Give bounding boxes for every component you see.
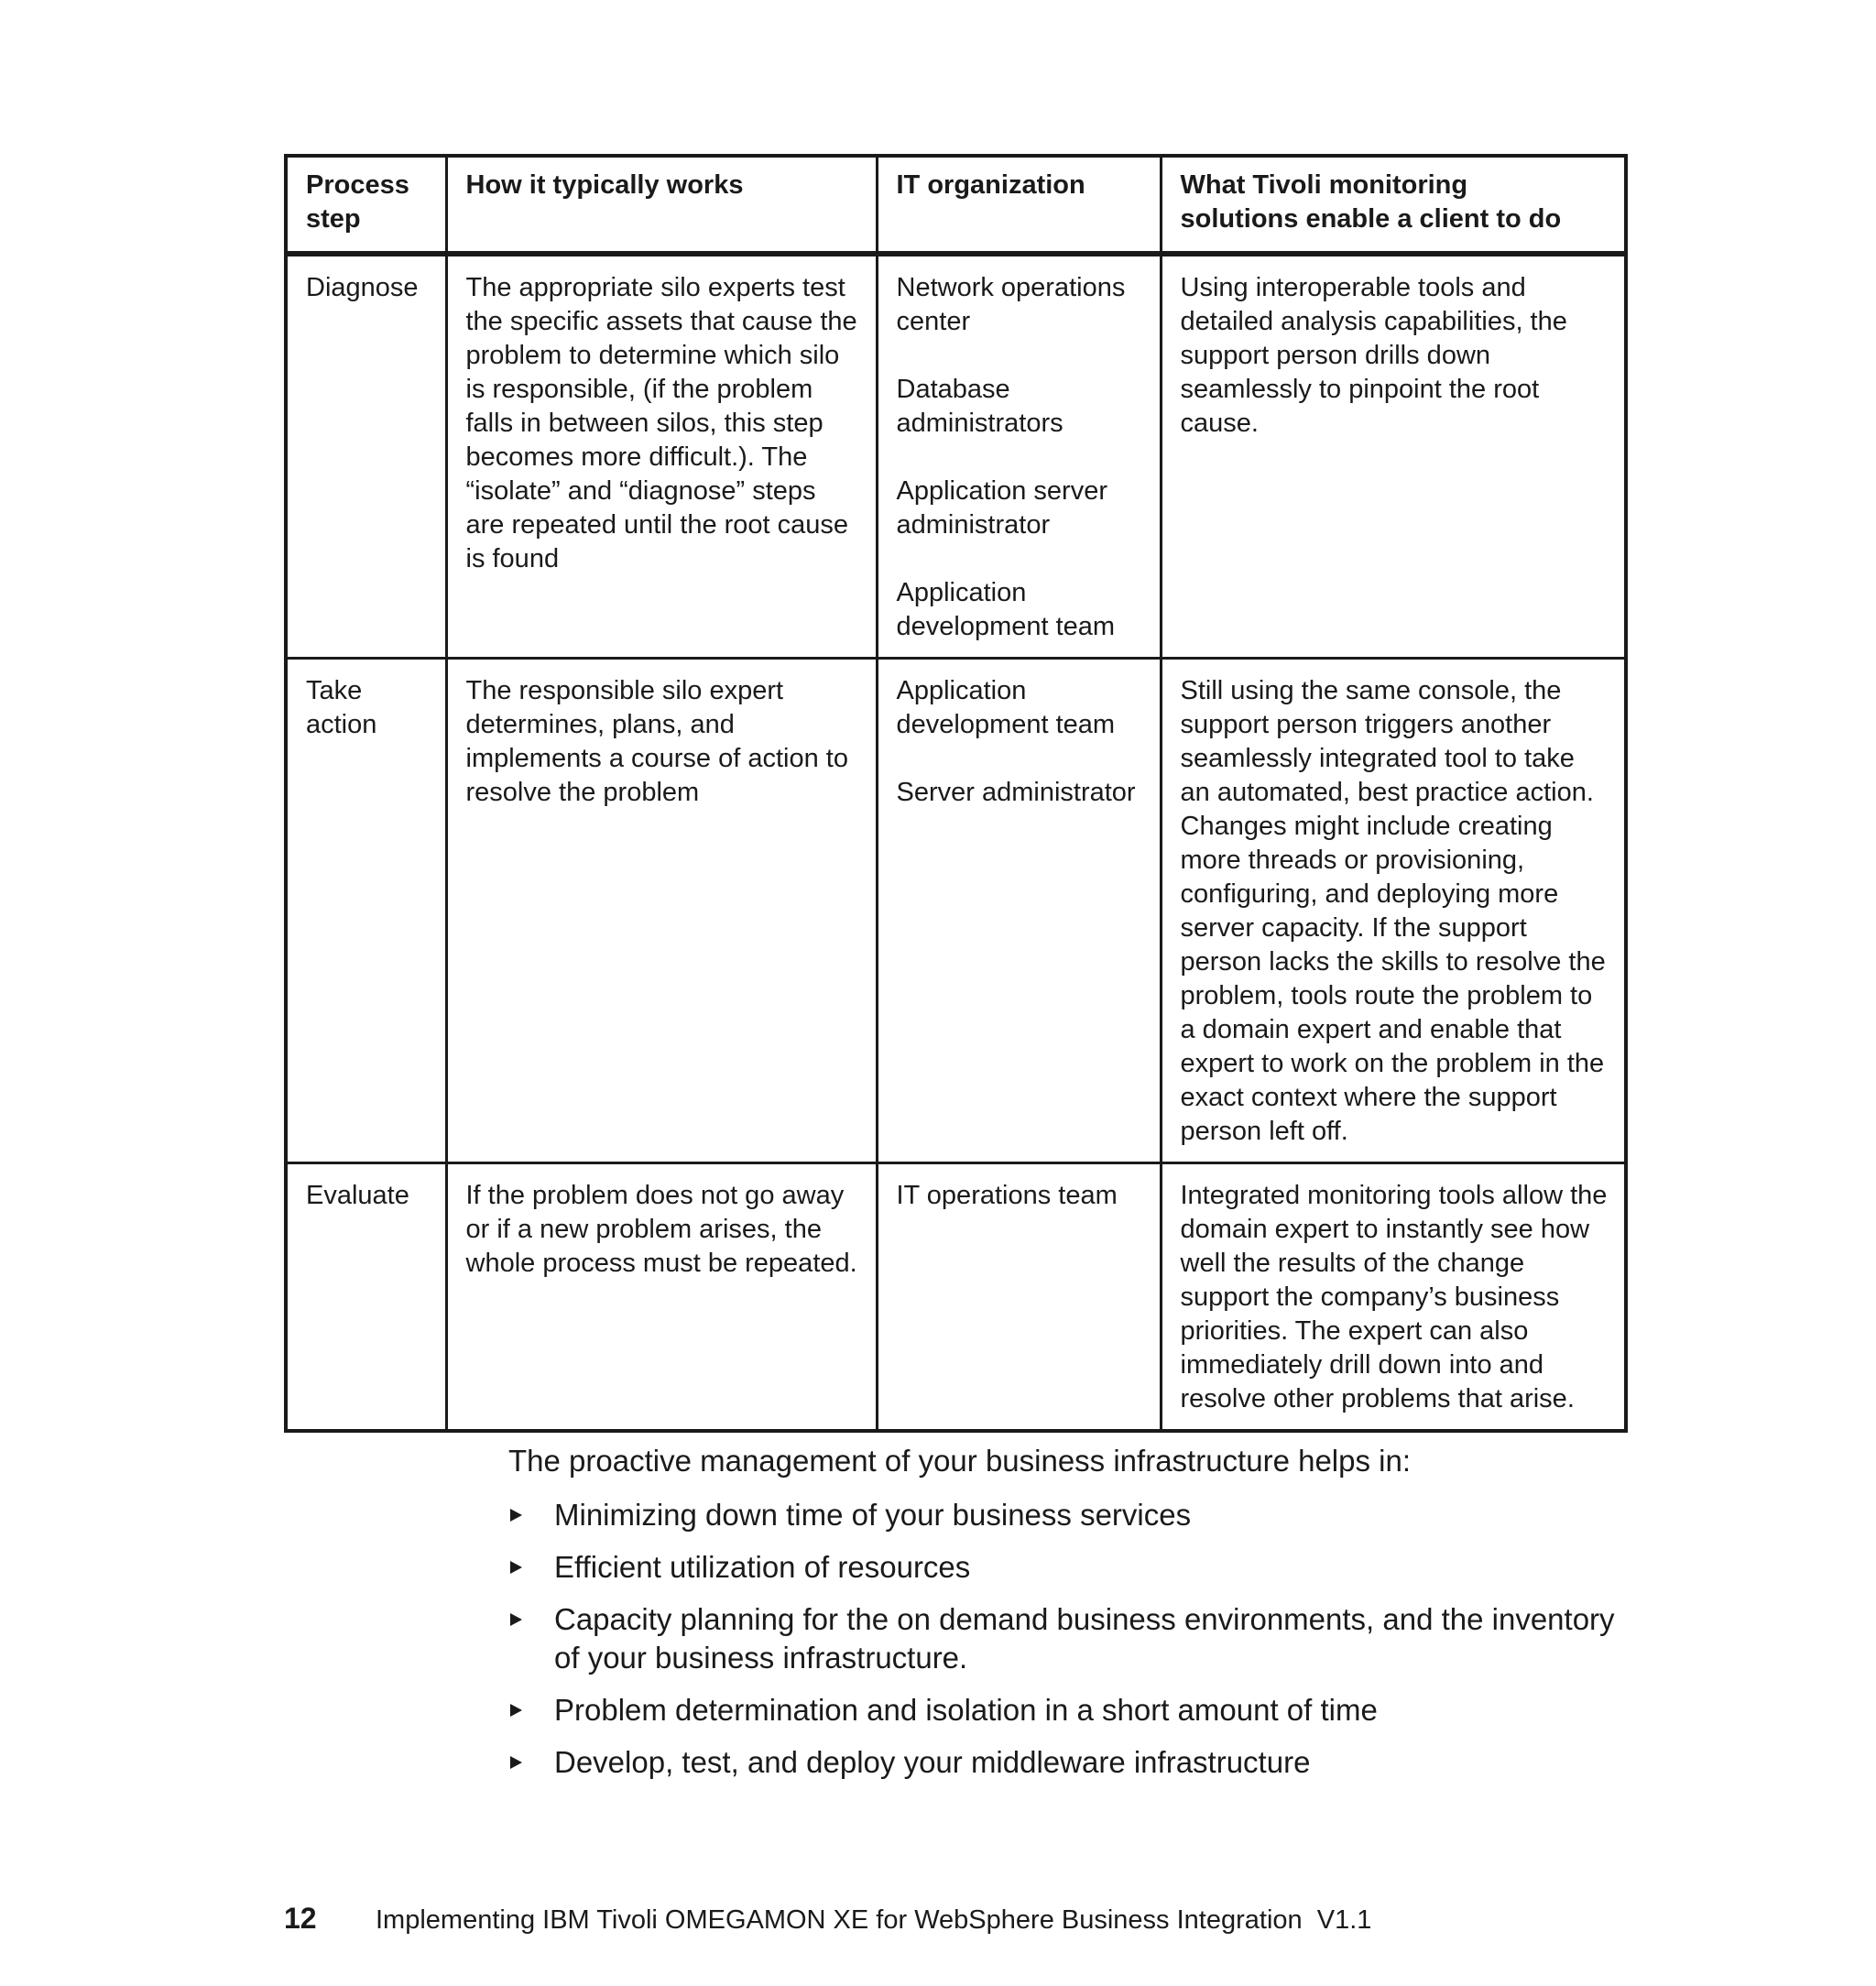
cell-how-it-works — [446, 659, 877, 1163]
cell-text: Using interoperable tools and detailed analysis capabilities, the support person drills down seamlessly to pinpoint the root cause. — [1180, 273, 1567, 438]
header-text: How it typically works — [465, 170, 744, 200]
list-item-text: Efficient utilization of resources — [554, 1550, 971, 1584]
cell-text: The responsible silo expert determines, plans, and implements a course of action to resolve the problem — [465, 676, 848, 807]
bullet-arrow-icon — [510, 1704, 522, 1717]
column-header-how-it-works — [446, 156, 877, 254]
page-footer — [284, 1903, 1371, 1936]
table-header-row — [286, 156, 1626, 254]
bullet-arrow-icon — [510, 1561, 522, 1574]
list-item-text: Problem determination and isolation in a short amount of time — [554, 1693, 1378, 1727]
cell-text: Integrated monitoring tools allow the domain expert to instantly see how well the results of the change support the company’s business priorities. The expert can also immediately drill down into and resolve other problems that arise. — [1180, 1181, 1608, 1413]
list-item — [508, 1496, 1635, 1534]
bullet-arrow-icon — [510, 1756, 522, 1769]
book-title: Implementing IBM Tivoli OMEGAMON XE for WebSphere Business Integration V1.1 — [376, 1905, 1372, 1935]
cell-tivoli-enables — [1161, 254, 1626, 659]
cell-text: If the problem does not go away or if a new problem arises, the whole process must be repeated. — [465, 1181, 857, 1278]
cell-text: Still using the same console, the support person triggers another seamlessly integrated tool to take an automated, best practice action. Changes might include creating more threads or provisioning, configuring, and deploying more server capacity. If the support person lacks the skills to resolve the problem, tools route the problem to a domain expert and enable that expert to work on the problem in the exact context where the support person left off. — [1180, 676, 1606, 1146]
list-item — [508, 1743, 1635, 1782]
header-text: Process step — [306, 170, 409, 234]
cell-tivoli-enables — [1161, 1163, 1626, 1432]
cell-tivoli-enables — [1161, 659, 1626, 1163]
bullet-arrow-icon — [510, 1509, 522, 1522]
table-row — [286, 1163, 1626, 1432]
process-table-wrapper — [284, 154, 1624, 1433]
cell-process-step — [286, 1163, 446, 1432]
table-row — [286, 659, 1626, 1163]
list-item-text: Capacity planning for the on demand business environments, and the inventory of your business infrastructure. — [554, 1602, 1615, 1675]
process-table — [284, 154, 1628, 1433]
cell-it-organization — [877, 1163, 1161, 1432]
cell-text: Take action — [306, 676, 377, 739]
cell-how-it-works — [446, 254, 877, 659]
benefits-list — [508, 1496, 1635, 1795]
column-header-tivoli-enables — [1161, 156, 1626, 254]
cell-text: Diagnose — [306, 273, 419, 302]
header-text: What Tivoli monitoring solutions enable a client to do — [1180, 170, 1562, 234]
cell-process-step — [286, 659, 446, 1163]
header-text: IT organization — [896, 170, 1085, 200]
cell-it-organization — [877, 254, 1161, 659]
cell-text: Network operations center Database administrators Application server administrator Application development team — [896, 273, 1126, 641]
list-item — [508, 1548, 1635, 1587]
bullet-arrow-icon — [510, 1613, 522, 1626]
intro-paragraph: The proactive management of your business infrastructure helps in: — [508, 1444, 1412, 1478]
table-row — [286, 254, 1626, 659]
cell-process-step — [286, 254, 446, 659]
column-header-it-organization — [877, 156, 1161, 254]
list-item — [508, 1600, 1635, 1677]
list-item-text: Develop, test, and deploy your middleware infrastructure — [554, 1745, 1311, 1779]
column-header-process-step — [286, 156, 446, 254]
cell-text: IT operations team — [896, 1181, 1118, 1210]
cell-text: The appropriate silo experts test the specific assets that cause the problem to determine which silo is responsible, (if the problem falls in between silos, this step becomes more difficult.). The “isolate” and “diagnose” steps are repeated until the root cause is found — [465, 273, 857, 573]
cell-it-organization — [877, 659, 1161, 1163]
cell-text: Application development team Server administrator — [896, 676, 1136, 807]
cell-text: Evaluate — [306, 1181, 409, 1210]
list-item-text: Minimizing down time of your business services — [554, 1498, 1192, 1532]
page-number: 12 — [284, 1902, 317, 1935]
cell-how-it-works — [446, 1163, 877, 1432]
list-item — [508, 1691, 1635, 1730]
